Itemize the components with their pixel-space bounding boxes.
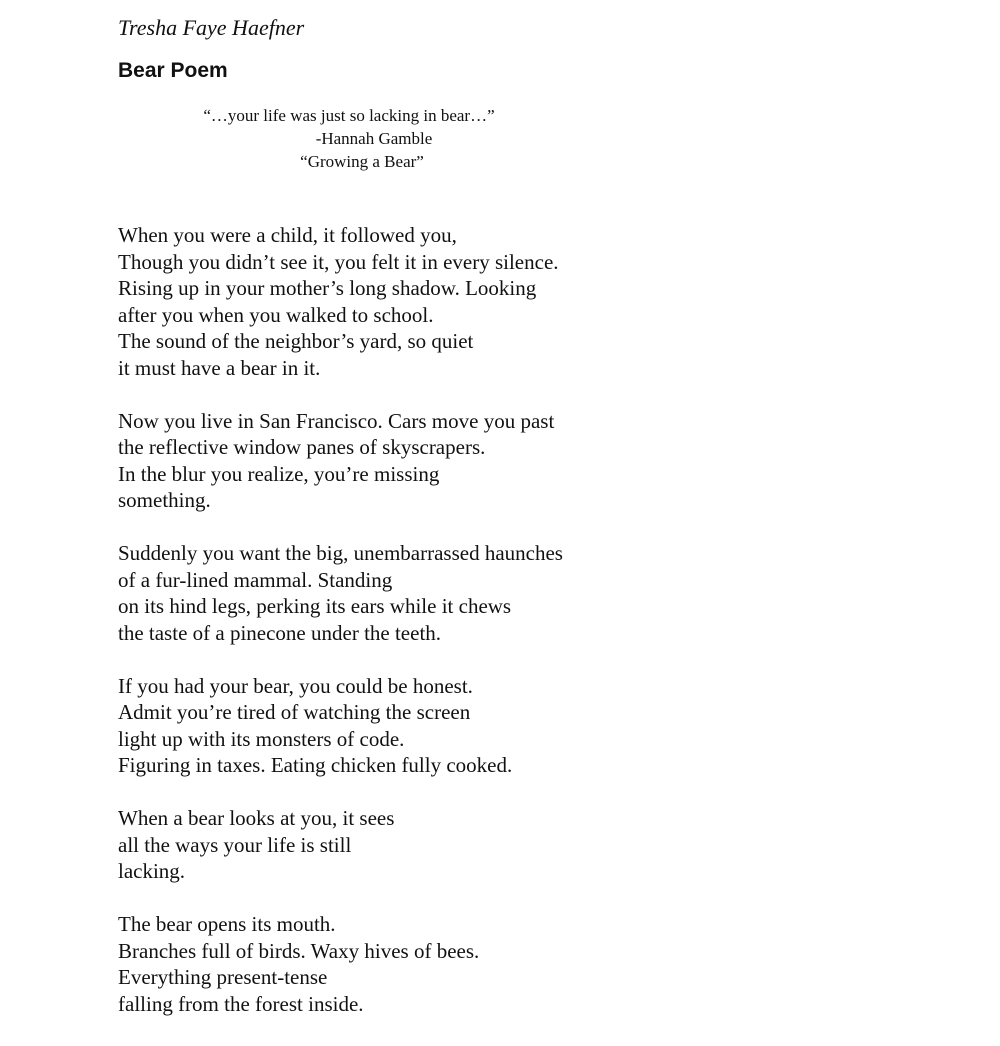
poem-line: of a fur-lined mammal. Standing <box>118 567 393 592</box>
stanza-3 <box>118 540 978 646</box>
poem-line: Suddenly you want the big, unembarrassed haunches <box>118 541 563 565</box>
poem-line: light up with its monsters of code. <box>118 726 405 751</box>
poem-line: lacking. <box>118 859 186 883</box>
poem-line: The sound of the neighbor’s yard, so quiet <box>118 329 474 353</box>
poem-body <box>118 222 978 1017</box>
stanza-5 <box>118 805 978 885</box>
poem-line: Everything present-tense <box>118 965 328 989</box>
poem-line: all the ways your life is still <box>118 832 352 857</box>
poem-line: In the blur you realize, you’re missing <box>118 461 440 486</box>
epigraph <box>150 104 570 173</box>
poem-line: something. <box>118 488 211 512</box>
poem-line: Rising up in your mother’s long shadow. Looking <box>118 276 537 300</box>
stanza-4 <box>118 673 978 779</box>
poem-line: after you when you walked to school. <box>118 302 434 327</box>
poem-line: Though you didn’t see it, you felt it in every silence. <box>118 249 559 274</box>
poem-line: Branches full of birds. Waxy hives of bees. <box>118 938 480 963</box>
epigraph-author: -Hannah Gamble <box>315 129 433 148</box>
author-name: Tresha Faye Haefner <box>118 15 305 40</box>
poem-line: Now you live in San Francisco. Cars move you past <box>118 408 555 433</box>
poem-line: Admit you’re tired of watching the screen <box>118 700 471 724</box>
poem-line: Figuring in taxes. Eating chicken fully cooked. <box>118 753 513 777</box>
poem-line: on its hind legs, perking its ears while it chews <box>118 594 512 618</box>
poem-line: it must have a bear in it. <box>118 355 321 380</box>
epigraph-source: “Growing a Bear” <box>300 152 424 171</box>
epigraph-quote: “…your life was just so lacking in bear…” <box>203 106 495 125</box>
poem-title: Bear Poem <box>118 59 228 82</box>
stanza-1 <box>118 222 978 381</box>
poem-line: When you were a child, it followed you, <box>118 223 457 247</box>
poem-line: The bear opens its mouth. <box>118 912 336 936</box>
poem-line: When a bear looks at you, it sees <box>118 806 395 830</box>
poem-line: the taste of a pinecone under the teeth. <box>118 620 442 645</box>
stanza-2 <box>118 408 978 514</box>
poem-line: the reflective window panes of skyscrapers. <box>118 435 486 459</box>
poem-line: If you had your bear, you could be honest. <box>118 673 473 698</box>
stanza-6 <box>118 911 978 1017</box>
poem-line: falling from the forest inside. <box>118 991 364 1016</box>
